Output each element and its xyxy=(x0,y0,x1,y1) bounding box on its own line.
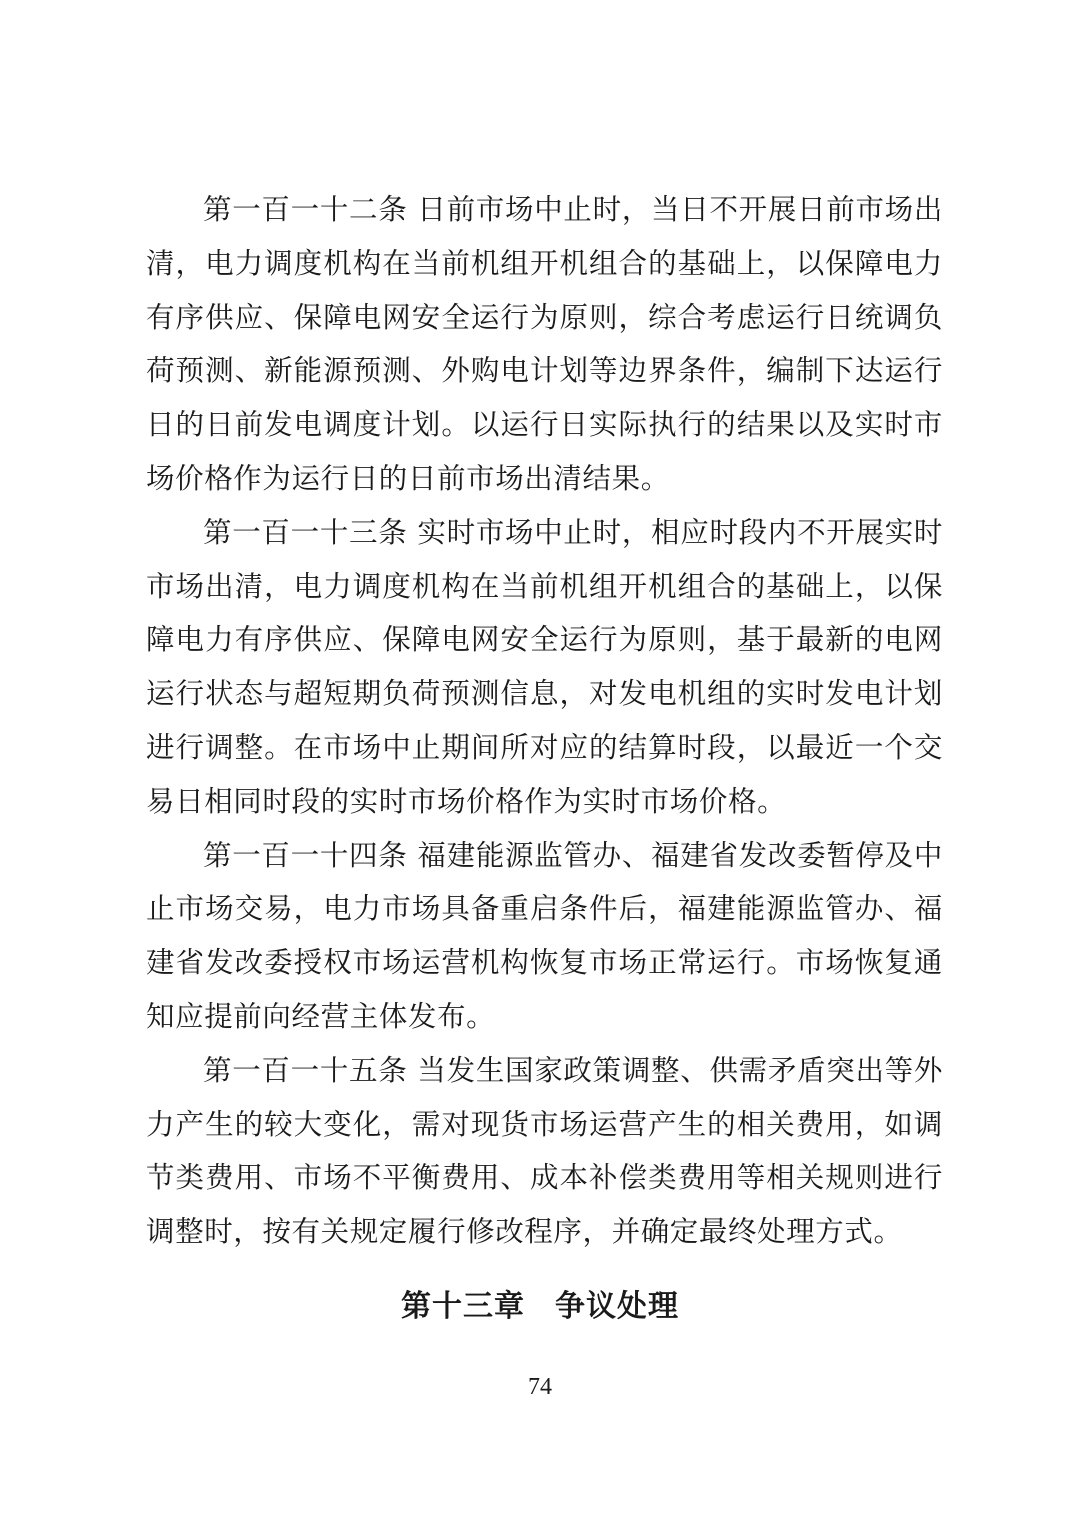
chapter-title: 争议处理 xyxy=(555,1289,679,1324)
article-text: 日前市场中止时，当日不开展日前市场出清，电力调度机构在当前机组开机组合的基础上，以保障电力有序供应、保障电网安全运行为原则，综合考虑运行日统调负荷预测、新能源预测、外购电计划等边界条件，编制下达运行日的日前发电调度计划。以运行日实际执行的结果以及实时市场价格作为运行日的日前市场出清结果。 xyxy=(146,193,943,495)
article-112 xyxy=(146,183,943,506)
article-number: 第一百一十二条 xyxy=(203,193,408,226)
article-113 xyxy=(146,506,943,829)
article-number: 第一百一十三条 xyxy=(203,515,408,549)
chapter-heading xyxy=(0,1281,1080,1325)
article-115 xyxy=(146,1044,943,1259)
article-number: 第一百一十五条 xyxy=(203,1053,408,1087)
article-text: 福建能源监管办、福建省发改委暂停及中止市场交易，电力市场具备重启条件后，福建能源监管办、福建省发改委授权市场运营机构恢复市场正常运行。市场恢复通知应提前向经营主体发布。 xyxy=(146,838,943,1033)
article-114 xyxy=(146,829,943,1044)
article-number: 第一百一十四条 xyxy=(203,838,408,872)
page-number: 74 xyxy=(528,1374,552,1400)
article-text: 实时市场中止时，相应时段内不开展实时市场出清，电力调度机构在当前机组开机组合的基础上，以保障电力有序供应、保障电网安全运行为原则，基于最新的电网运行状态与超短期负荷预测信息，对发电机组的实时发电计划进行调整。在市场中止期间所对应的结算时段，以最近一个交易日相同时段的实时市场价格作为实时市场价格。 xyxy=(146,515,943,818)
article-text: 当发生国家政策调整、供需矛盾突出等外力产生的较大变化，需对现货市场运营产生的相关费用，如调节类费用、市场不平衡费用、成本补偿类费用等相关规则进行调整时，按有关规定履行修改程序，并确定最终处理方式。 xyxy=(146,1053,943,1249)
chapter-number: 第十三章 xyxy=(401,1289,525,1324)
body-text xyxy=(146,183,943,1259)
